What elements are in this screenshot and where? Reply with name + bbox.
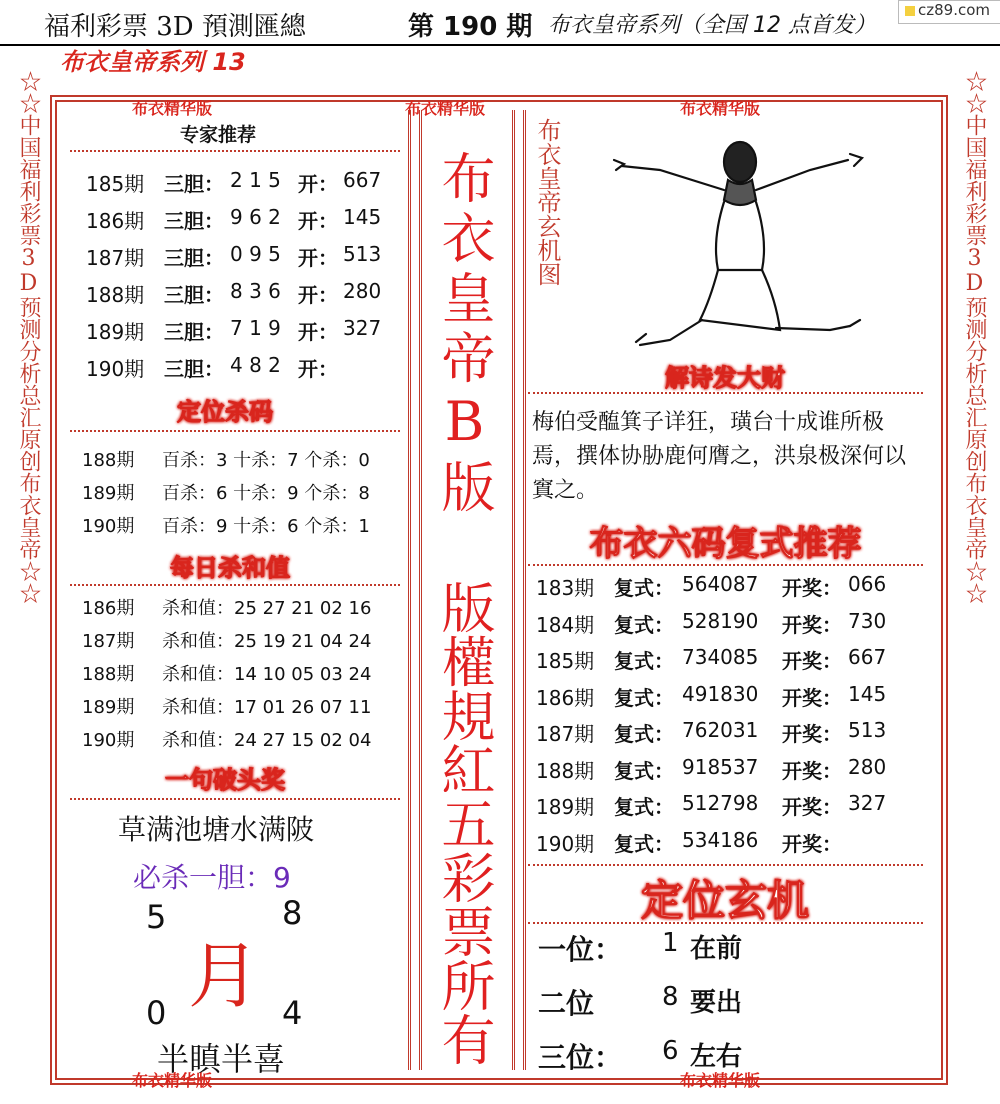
six-code-open: 280: [848, 754, 887, 779]
mystery-caption: 解诗发大财: [665, 364, 785, 392]
header-left: 福利彩票 3D 預測匯總: [44, 12, 306, 42]
six-code-period: 190期: [536, 831, 595, 856]
six-code-open: 066: [848, 572, 887, 596]
kill-period: 189期: [82, 483, 135, 504]
expert-open-label: 开：: [298, 246, 338, 270]
six-code-code: 512798: [682, 791, 759, 815]
sum-text: 杀和值：17 01 26 07 11: [162, 697, 372, 718]
pos-digit: 6: [662, 1036, 679, 1066]
expert-open-label: 开：: [298, 172, 338, 196]
expert-label: 三胆：: [164, 209, 224, 233]
expert-label: 三胆：: [164, 283, 224, 307]
center-top-title: 布衣皇帝B版: [433, 150, 496, 519]
mystery-line: [528, 392, 923, 394]
six-code-label: 复式：: [614, 576, 674, 600]
mystery-poem: 梅伯受醢箕子详狂，璜台十成谁所极焉，撰体协胁鹿何膺之，洪泉极深何以窴之。: [532, 410, 907, 503]
expert-open: 145: [343, 205, 382, 229]
divider-right: [512, 110, 526, 1070]
expert-open-label: 开：: [298, 283, 338, 307]
pos-mystery-line: [528, 864, 923, 866]
six-code-period: 186期: [536, 685, 595, 710]
sum-period: 190期: [82, 730, 135, 751]
six-code-label: 复式：: [614, 722, 674, 746]
side-text-right: ☆☆中国福利彩票3D预测分析总汇原创布衣皇帝☆☆: [962, 70, 987, 604]
kill-period: 190期: [82, 516, 135, 537]
expert-period: 187期: [86, 246, 145, 270]
sum-title: 每日杀和值: [170, 554, 290, 582]
riddle-br: 4: [282, 994, 303, 1032]
pos-digit: 1: [662, 928, 679, 958]
pos-word: 在前: [690, 934, 743, 964]
pos-label: 三位：: [538, 1041, 623, 1074]
six-code-code: 528190: [682, 608, 759, 633]
pos-mystery-title: 定位玄机: [640, 876, 809, 925]
kill-text: 百杀：3 十杀：7 个杀：0: [162, 450, 370, 471]
six-code-open-label: 开奖：: [782, 831, 842, 856]
kill-period: 188期: [82, 450, 135, 471]
sum-period: 188期: [82, 664, 135, 685]
six-code-label: 复式：: [614, 758, 674, 783]
riddle-center: 月: [188, 934, 261, 1018]
banner-top-right: 布衣精华版: [680, 99, 761, 118]
expert-label: 三胆：: [164, 357, 224, 381]
expert-open-label: 开：: [298, 320, 338, 344]
six-code-open-label: 开奖：: [782, 685, 842, 710]
six-code-open: 667: [848, 645, 887, 669]
sum-text: 杀和值：14 10 05 03 24: [162, 664, 372, 685]
riddle-text: 草满池塘水满陂: [118, 813, 315, 846]
sum-period: 186期: [82, 598, 135, 619]
six-code-open-label: 开奖：: [782, 795, 842, 819]
pos-label: 二位: [538, 987, 595, 1020]
sum-line: [70, 584, 400, 586]
banner-top-left: 布衣精华版: [132, 99, 213, 118]
kill-title: 定位杀码: [177, 398, 273, 426]
six-code-open-label: 开奖：: [782, 649, 842, 673]
divider-left: [408, 110, 422, 1070]
expert-open-label: 开：: [298, 209, 338, 233]
six-code-open-label: 开奖：: [782, 722, 842, 746]
sum-text: 杀和值：25 27 21 02 16: [162, 598, 372, 619]
expert-open: 513: [343, 242, 382, 266]
six-code-open-label: 开奖：: [782, 576, 842, 600]
header-issue: 第 190 期: [408, 12, 533, 42]
pos-label: 一位：: [538, 933, 623, 966]
banner-bottom-left: 布衣精华版: [132, 1071, 213, 1090]
expert-label: 三胆：: [164, 172, 224, 196]
expert-digits: 7 1 9: [230, 316, 281, 340]
experts-line: [70, 150, 400, 152]
pos-mystery-line2: [528, 922, 923, 924]
six-code-code: 491830: [682, 681, 759, 706]
six-code-period: 189期: [536, 795, 595, 819]
six-code-code: 734085: [682, 645, 759, 669]
expert-period: 188期: [86, 283, 145, 307]
sum-period: 187期: [82, 631, 135, 652]
riddle-tr: 8: [282, 894, 303, 932]
expert-open: 327: [343, 316, 382, 340]
experts-title: 专家推荐: [180, 124, 257, 146]
expert-digits: 8 3 6: [230, 279, 281, 303]
pos-word: 要出: [690, 988, 743, 1018]
six-code-line: [528, 564, 923, 566]
six-code-period: 183期: [536, 576, 595, 600]
six-code-label: 复式：: [614, 649, 674, 673]
riddle-tl: 5: [146, 898, 167, 936]
kill-text: 百杀：6 十杀：9 个杀：8: [162, 483, 370, 504]
six-code-code: 762031: [682, 718, 759, 742]
six-code-open-label: 开奖：: [782, 758, 842, 783]
kill-line: [70, 430, 400, 432]
sum-text: 杀和值：24 27 15 02 04: [162, 730, 372, 751]
six-code-period: 188期: [536, 758, 595, 783]
six-code-label: 复式：: [614, 685, 674, 710]
six-code-open: 145: [848, 681, 887, 706]
header-series: 布衣皇帝系列（全国 12 点首发）: [548, 13, 876, 38]
sum-period: 189期: [82, 697, 135, 718]
expert-label: 三胆：: [164, 246, 224, 270]
mystery-vertical: 布衣皇帝玄机图: [533, 118, 561, 286]
expert-open: 280: [343, 279, 382, 303]
site-icon: [905, 6, 915, 16]
pos-digit: 8: [662, 982, 679, 1012]
sum-text: 杀和值：25 19 21 04 24: [162, 631, 372, 652]
site-text: cz89.com: [918, 1, 991, 19]
expert-digits: 9 6 2: [230, 205, 281, 229]
riddle-bl: 0: [146, 994, 167, 1032]
riddle-title: 一句破头奖: [165, 766, 285, 794]
banner-top-center: 布衣精华版: [405, 99, 486, 118]
six-code-code: 534186: [682, 827, 759, 852]
six-code-code: 918537: [682, 754, 759, 779]
page-subtitle: 布衣皇帝系列 13: [60, 48, 246, 76]
six-code-label: 复式：: [614, 831, 674, 856]
expert-period: 185期: [86, 172, 145, 196]
expert-digits: 2 1 5: [230, 168, 281, 192]
six-code-period: 187期: [536, 722, 595, 746]
expert-digits: 4 8 2: [230, 353, 281, 377]
riddle-bottom: 半瞋半喜: [157, 1040, 286, 1078]
six-code-title: 布衣六码复式推荐: [589, 524, 862, 564]
expert-digits: 0 9 5: [230, 242, 281, 266]
six-code-label: 复式：: [614, 795, 674, 819]
expert-open: 667: [343, 168, 382, 192]
six-code-label: 复式：: [614, 612, 674, 637]
six-code-open-label: 开奖：: [782, 612, 842, 637]
expert-period: 189期: [86, 320, 145, 344]
kill-text: 百杀：9 十杀：6 个杀：1: [162, 516, 370, 537]
six-code-period: 184期: [536, 612, 595, 637]
expert-open-label: 开：: [298, 357, 338, 381]
six-code-period: 185期: [536, 649, 595, 673]
six-code-code: 564087: [682, 572, 759, 596]
riddle-line: [70, 798, 400, 800]
six-code-open: 327: [848, 791, 887, 815]
side-text-left: ☆☆中国福利彩票3D预测分析总汇原创布衣皇帝☆☆: [16, 70, 41, 604]
must-kill: 必杀一胆：9: [133, 861, 291, 894]
expert-label: 三胆：: [164, 320, 224, 344]
figure-drawing: [600, 130, 880, 360]
six-code-open: 730: [848, 608, 887, 633]
pos-word: 左右: [690, 1042, 743, 1072]
expert-period: 186期: [86, 209, 145, 233]
six-code-open: 513: [848, 718, 887, 742]
expert-period: 190期: [86, 357, 145, 381]
center-bottom-title: 版權規紅五彩票所有: [433, 580, 496, 1066]
site-badge[interactable]: [898, 0, 1000, 24]
banner-bottom-right: 布衣精华版: [680, 1071, 761, 1090]
